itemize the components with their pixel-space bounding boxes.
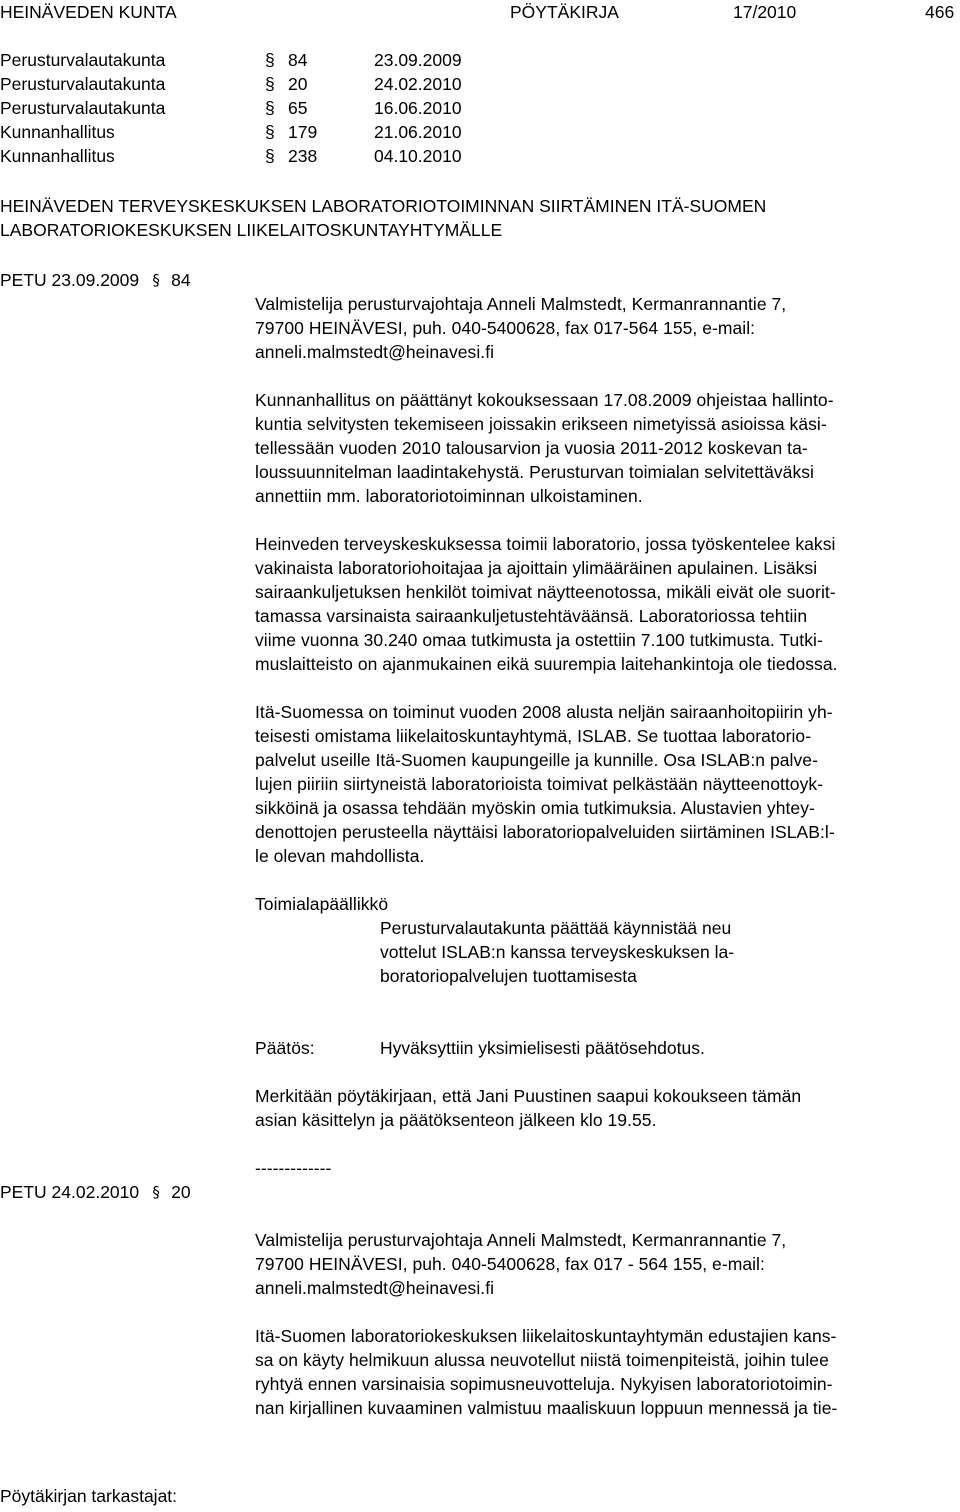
section-symbol: § [152,1183,160,1201]
text-line: vakinaista laboratoriohoitajaa ja ajoittain ylimääräinen apulainen. Lisäksi [255,558,818,578]
text-line: loussuunnitelman laadintakehystä. Perusturvan toimialan selvitettäväksi [255,462,814,482]
text-line: sa on käyty helmikuun alussa neuvotellut niistä toimenpiteistä, joihin tulee [255,1350,829,1370]
history-section: 179 [288,122,318,142]
section-symbol: § [265,74,275,94]
text-line: tellessään vuoden 2010 talousarvion ja vuosia 2011-2012 koskevan ta- [255,438,808,458]
text-line: anneli.malmstedt@heinavesi.fi [255,1278,495,1298]
history-date: 16.06.2010 [374,98,462,118]
decision-label: Päätös: [255,1038,315,1058]
footer-reviewers-label: Pöytäkirjan tarkastajat: [0,1486,178,1506]
history-body: Kunnanhallitus [0,122,115,142]
header-page-number: 466 [925,2,955,22]
text-line: Heinveden terveyskeskuksessa toimii laboratorio, jossa työskentelee kaksi [255,534,836,554]
text-line: palvelut useille Itä-Suomen kaupungeille ja kunnille. Osa ISLAB:n palve- [255,750,818,770]
header-doc-number: 17/2010 [733,2,797,22]
header-org: HEINÄVEDEN KUNTA [0,2,177,22]
history-body: Kunnanhallitus [0,146,115,166]
meeting1-date: PETU 23.09.2009 [0,270,140,290]
text-line: Perusturvalautakunta päättää käynnistää neu [380,918,732,938]
meeting2-date: PETU 24.02.2010 [0,1182,140,1202]
history-body: Perusturvalautakunta [0,74,166,94]
text-line: Kunnanhallitus on päättänyt kokouksessaan 17.08.2009 ohjeistaa hallinto- [255,390,834,410]
history-date: 04.10.2010 [374,146,462,166]
text-line: Itä-Suomen laboratoriokeskuksen liikelaitoskuntayhtymän edustajien kans- [255,1326,837,1346]
history-date: 24.02.2010 [374,74,462,94]
title-line: HEINÄVEDEN TERVEYSKESKUKSEN LABORATORIOTOIMINNAN SIIRTÄMINEN ITÄ-SUOMEN [0,196,767,216]
section-symbol: § [265,98,275,118]
meeting1-label [0,270,191,291]
text-line: Merkitään pöytäkirjaan, että Jani Puustinen saapui kokoukseen tämän [255,1086,802,1106]
text-line: muslaitteisto on ajanmukainen eikä suurempia laitehankintoja ole tiedossa. [255,654,838,674]
text-line: sairaankuljetuksen henkilöt toimivat näytteenotossa, mikäli eivät ole suorit- [255,582,836,602]
text-line: denottojen perusteella näyttäisi laboratoriopalveluiden siirtäminen ISLAB:l- [255,822,835,842]
text-line: asian käsittelyn ja päätöksenteon jälkeen klo 19.55. [255,1110,657,1130]
section-symbol: § [265,122,275,142]
text-line: teisesti omistama liikelaitoskuntayhtymä, ISLAB. Se tuottaa laboratorio- [255,726,812,746]
meeting2-label [0,1182,191,1203]
header-doc-type: PÖYTÄKIRJA [510,2,619,22]
text-line: 79700 HEINÄVESI, puh. 040-5400628, fax 017 - 564 155, e-mail: [255,1254,765,1274]
text-line: kuntia selvitysten tekemiseen joissakin erikseen nimetyissä asioissa käsi- [255,414,827,434]
history-section: 238 [288,146,318,166]
text-line: sikköinä ja osassa tehdään myöskin omia tutkimuksia. Alustavien yhtey- [255,798,815,818]
text-line: viime vuonna 30.240 omaa tutkimusta ja ostettiin 7.100 tutkimusta. Tutki- [255,630,823,650]
history-date: 21.06.2010 [374,122,462,142]
text-line: le olevan mahdollista. [255,846,425,866]
title-line: LABORATORIOKESKUKSEN LIIKELAITOSKUNTAYHTYMÄLLE [0,220,503,240]
text-line: lujen piiriin siirtyneistä laboratorioista toimivat pelkästään näytteenottoyk- [255,774,824,794]
text-line: nan kirjallinen kuvaaminen valmistuu maaliskuun loppuun mennessä ja tie- [255,1398,838,1418]
history-date: 23.09.2009 [374,50,462,70]
history-body: Perusturvalautakunta [0,50,166,70]
section-symbol: § [152,271,160,289]
text-line: ryhtyä ennen varsinaisia sopimusneuvotteluja. Nykyisen laboratoriotoimin- [255,1374,833,1394]
text-line: Valmistelija perusturvajohtaja Anneli Malmstedt, Kermanrannantie 7, [255,294,787,314]
text-line: Itä-Suomessa on toiminut vuoden 2008 alusta neljän sairaanhoitopiirin yh- [255,702,833,722]
text-line: annettiin mm. laboratoriotoiminnan ulkoistaminen. [255,486,643,506]
history-section: 65 [288,98,308,118]
meeting2-section: 20 [171,1182,191,1202]
proposer-label: Toimialapäällikkö [255,894,389,914]
meeting1-section: 84 [171,270,191,290]
text-line: boratoriopalvelujen tuottamisesta [380,966,637,986]
section-symbol: § [265,50,275,70]
history-body: Perusturvalautakunta [0,98,166,118]
section-symbol: § [265,146,275,166]
text-line: Valmistelija perusturvajohtaja Anneli Malmstedt, Kermanrannantie 7, [255,1230,787,1250]
text-line: 79700 HEINÄVESI, puh. 040-5400628, fax 017-564 155, e-mail: [255,318,756,338]
text-line: anneli.malmstedt@heinavesi.fi [255,342,495,362]
text-line: tamassa varsinaista sairaankuljetustehtäväänsä. Laboratoriossa tehtiin [255,606,808,626]
history-section: 84 [288,50,308,70]
history-section: 20 [288,74,308,94]
decision-text: Hyväksyttiin yksimielisesti päätösehdotus. [380,1038,705,1058]
separator: ------------- [255,1158,332,1178]
text-line: vottelut ISLAB:n kanssa terveyskeskuksen la- [380,942,735,962]
